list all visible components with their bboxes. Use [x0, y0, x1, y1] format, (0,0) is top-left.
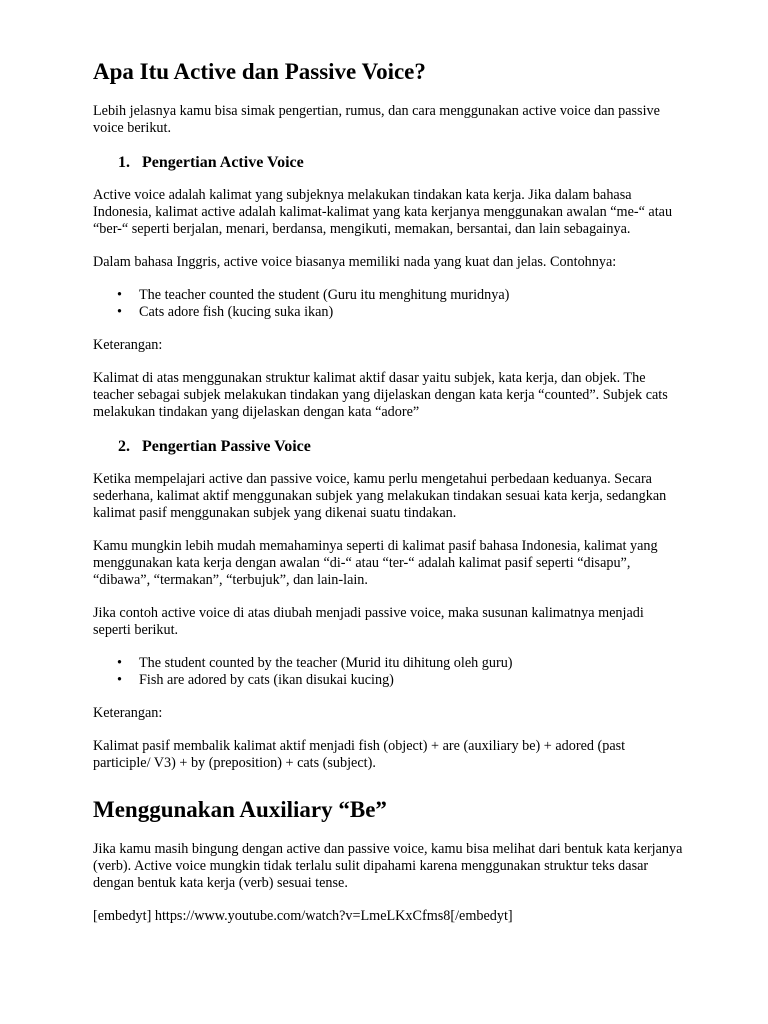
bullet-icon: • [117, 303, 122, 320]
section2-heading [93, 437, 683, 456]
section1-example-list [93, 287, 683, 321]
section2-example-list [93, 655, 683, 689]
list-item [117, 654, 683, 672]
main-heading: Apa Itu Active dan Passive Voice? [93, 59, 426, 84]
section2-paragraph-difference: Ketika mempelajari active dan passive voice, kamu perlu mengetahui perbedaan keduanya. Secara sederhana, kalimat aktif menggunakan subjek yang melakukan tindakan sesuai kata kerja, sedangkan kalimat pasif menggunakan subjek yang dikenai suatu tindakan. [93, 470, 667, 521]
section2-note: Kalimat pasif membalik kalimat aktif menjadi fish (object) + are (auxiliary be) + adored (past participle/ V3) + by (preposition) + cats (subject). [93, 737, 626, 771]
bullet-icon: • [117, 286, 122, 303]
bullet-icon: • [117, 671, 122, 688]
section1-paragraph-english: Dalam bahasa Inggris, active voice biasanya memiliki nada yang kuat dan jelas. Contohnya: [93, 253, 617, 270]
section1-note-label: Keterangan: [93, 336, 163, 353]
section2-paragraph-indonesian: Kamu mungkin lebih mudah memahaminya seperti di kalimat pasif bahasa Indonesia, kalimat yang menggunakan kata kerja dengan awalan “di-“ atau “ter-“ adalah kalimat pasif seperti “disapu”, “dibawa”, “termakan”, “terbujuk”, dan lain-lain. [93, 537, 658, 588]
section2-note-label: Keterangan: [93, 704, 163, 721]
section1-heading [93, 153, 683, 172]
bullet-icon: • [117, 654, 122, 671]
example-text: The student counted by the teacher (Murid itu dihitung oleh guru) [139, 654, 513, 671]
section2-paragraph-conversion: Jika contoh active voice di atas diubah menjadi passive voice, maka susunan kalimatnya menjadi seperti berikut. [93, 604, 644, 638]
document-page [93, 58, 683, 941]
intro-paragraph: Lebih jelasnya kamu bisa simak pengertian, rumus, dan cara menggunakan active voice dan passive voice berikut. [93, 102, 660, 136]
auxiliary-paragraph: Jika kamu masih bingung dengan active dan passive voice, kamu bisa melihat dari bentuk kata kerjanya (verb). Active voice mungkin tidak terlalu sulit dipahami karena menggunakan struktur teks dasar dengan bentuk kata kerja (verb) sesuai tense. [93, 840, 683, 891]
list-item [117, 303, 683, 321]
section1-paragraph-definition: Active voice adalah kalimat yang subjeknya melakukan tindakan kata kerja. Jika dalam bahasa Indonesia, kalimat active adalah kalimat-kalimat yang kata kerjanya menggunakan awalan “me-“ atau “ber-“ seperti berjalan, menari, berdansa, mengikuti, memakan, bersantai, dan lain sebagainya. [93, 186, 673, 237]
example-text: Cats adore fish (kucing suka ikan) [139, 303, 334, 320]
section1-title: Pengertian Active Voice [142, 153, 304, 171]
section2-number: 2. [118, 437, 130, 455]
embed-shortcode: [embedyt] https://www.youtube.com/watch?v=LmeLKxCfms8[/embedyt] [93, 907, 513, 924]
section2-title: Pengertian Passive Voice [142, 437, 311, 455]
list-item [117, 286, 683, 304]
section1-number: 1. [118, 153, 130, 171]
section1-note: Kalimat di atas menggunakan struktur kalimat aktif dasar yaitu subjek, kata kerja, dan objek. The teacher sebagai subjek melakukan tindakan yang dijelaskan dengan kata kerja “counted”. Subjek cats melakukan tindakan yang dijelaskan dengan kata “adore” [93, 369, 668, 420]
example-text: Fish are adored by cats (ikan disukai kucing) [139, 671, 394, 688]
list-item [117, 671, 683, 689]
example-text: The teacher counted the student (Guru itu menghitung muridnya) [139, 286, 510, 303]
auxiliary-heading: Menggunakan Auxiliary “Be” [93, 796, 387, 822]
